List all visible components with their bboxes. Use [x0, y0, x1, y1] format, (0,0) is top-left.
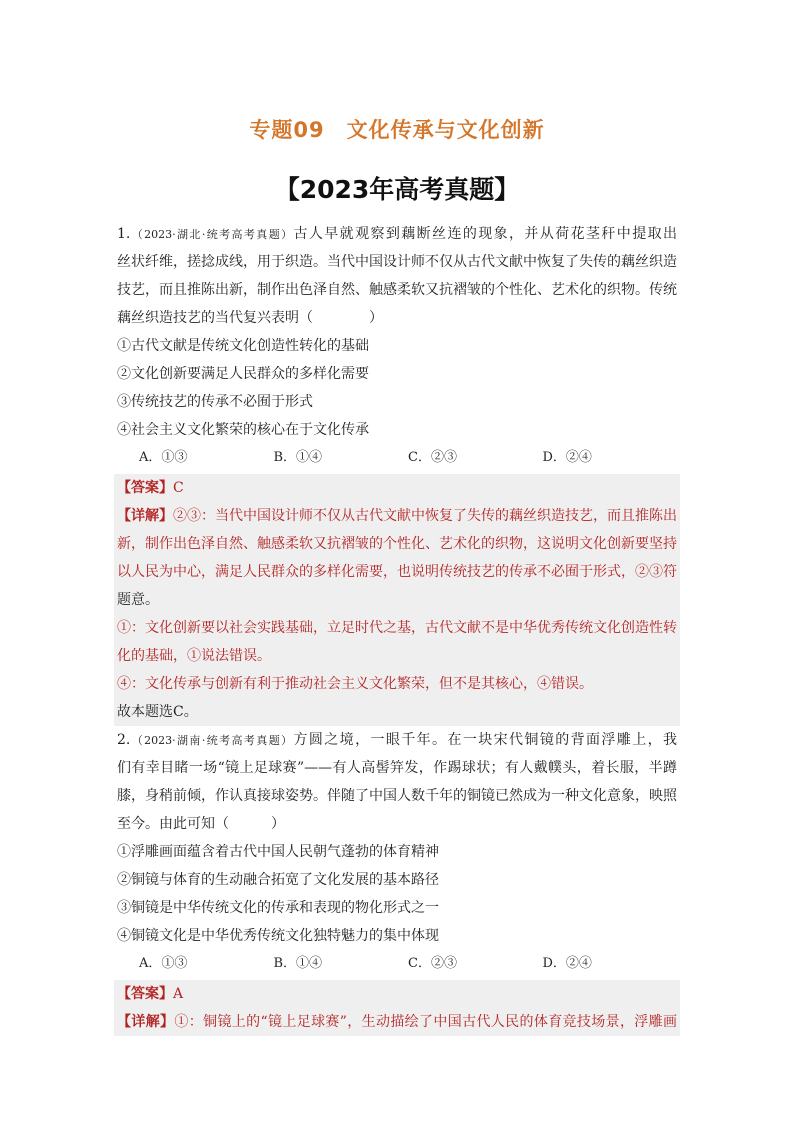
detail-line: 以人民为中心，满足人民群众的多样化需要，也说明传统技艺的传承不必囿于形式，②③符	[117, 564, 677, 580]
conclusion-line: 故本题选C。	[117, 704, 198, 720]
detail-line: 化的基础，①说法错误。	[117, 648, 271, 664]
detail-line: ④：文化传承与创新有利于推动社会主义文化繁荣，但不是其核心，④错误。	[117, 676, 593, 692]
answer-value: A	[173, 986, 184, 1002]
question-1	[117, 220, 677, 726]
detail-line: 【详解】②③：当代中国设计师不仅从古代文献中恢复了失传的藕丝织造技艺，而且推陈出	[117, 508, 677, 524]
page-title	[0, 114, 794, 144]
choice-b: B．①④	[273, 956, 323, 971]
statement-option: ②铜镜与体育的生动融合拓宽了文化发展的基本路径	[117, 872, 439, 888]
choice-a: A．①③	[139, 450, 188, 465]
question-stem-line: 们有幸目睹一场“镜上足球赛”——有人高髻笄发，作踢球状；有人戴幞头，着长服，半蹲	[117, 760, 677, 776]
choice-d: D．②④	[542, 450, 592, 465]
choice-d: D．②④	[542, 956, 592, 971]
answer-value: C	[173, 480, 184, 496]
answer-choices	[117, 444, 677, 472]
answer-tag: 【答案】	[117, 986, 173, 1002]
question-stem-line: 技艺，而且推陈出新，制作出色泽自然、触感柔软又抗褶皱的个性化、艺术化的织物。传统	[117, 282, 677, 298]
detail-tag: 【详解】	[117, 508, 173, 524]
title-topic-number: 专题09	[249, 118, 325, 142]
choice-c: C．②③	[408, 450, 457, 465]
statement-option: ④社会主义文化繁荣的核心在于文化传承	[117, 422, 369, 438]
choice-c: C．②③	[408, 956, 457, 971]
statement-option: ②文化创新要满足人民群众的多样化需要	[117, 366, 369, 382]
detail-line: 【详解】①：铜镜上的“镜上足球赛”，生动描绘了中国古代人民的体育竞技场景，浮雕画	[117, 1014, 677, 1030]
choice-b: B．①④	[273, 450, 323, 465]
detail-tag: 【详解】	[117, 1014, 175, 1030]
section-heading: 【2023年高考真题】	[274, 175, 520, 204]
answer-explanation-box	[114, 980, 680, 1036]
question-stem-line: 1.（2023·湖北·统考高考真题）古人早就观察到藕断丝连的现象，并从荷花茎秆中提取出	[117, 226, 677, 242]
question-stem-line: 至今。由此可知（ ）	[117, 816, 285, 832]
statement-option: ③传统技艺的传承不必囿于形式	[117, 394, 313, 410]
answer-choices	[117, 950, 677, 978]
detail-line: ①：文化创新要以社会实践基础，立足时代之基，古代文献不是中华优秀传统文化创造性转	[117, 620, 677, 636]
question-stem-line: 丝状纤维，搓捻成线，用于织造。当代中国设计师不仅从古代文献中恢复了失传的藕丝织造	[117, 254, 677, 270]
choice-a: A．①③	[139, 956, 188, 971]
detail-line: 题意。	[117, 592, 159, 608]
question-2	[117, 726, 677, 1036]
statement-option: ③铜镜是中华传统文化的传承和表现的物化形式之一	[117, 900, 439, 916]
answer-explanation-box	[114, 474, 680, 726]
answer-line	[117, 980, 677, 1008]
question-source: （2023·湖南·统考高考真题）	[130, 734, 294, 747]
question-source: （2023·湖北·统考高考真题）	[130, 228, 294, 241]
question-stem-line: 藕丝织造技艺的当代复兴表明（ ）	[117, 310, 383, 326]
question-stem-line: 膝，身稍前倾，作认真接球姿势。伴随了中国人数千年的铜镜已然成为一种文化意象，映照	[117, 788, 677, 804]
answer-tag: 【答案】	[117, 480, 173, 496]
detail-line: 新，制作出色泽自然、触感柔软又抗褶皱的个性化、艺术化的织物，这说明文化创新要坚持	[117, 536, 677, 552]
statement-option: ①古代文献是传统文化创造性转化的基础	[117, 338, 369, 354]
questions-content	[117, 220, 677, 1036]
question-stem-line: 2.（2023·湖南·统考高考真题）方圆之境，一眼千年。在一块宋代铜镜的背面浮雕上，我	[117, 732, 677, 748]
statement-option: ④铜镜文化是中华优秀传统文化独特魅力的集中体现	[117, 928, 439, 944]
title-topic-name: 文化传承与文化创新	[346, 118, 545, 142]
statement-option: ①浮雕画面蕴含着古代中国人民朝气蓬勃的体育精神	[117, 844, 439, 860]
answer-line	[117, 474, 677, 502]
